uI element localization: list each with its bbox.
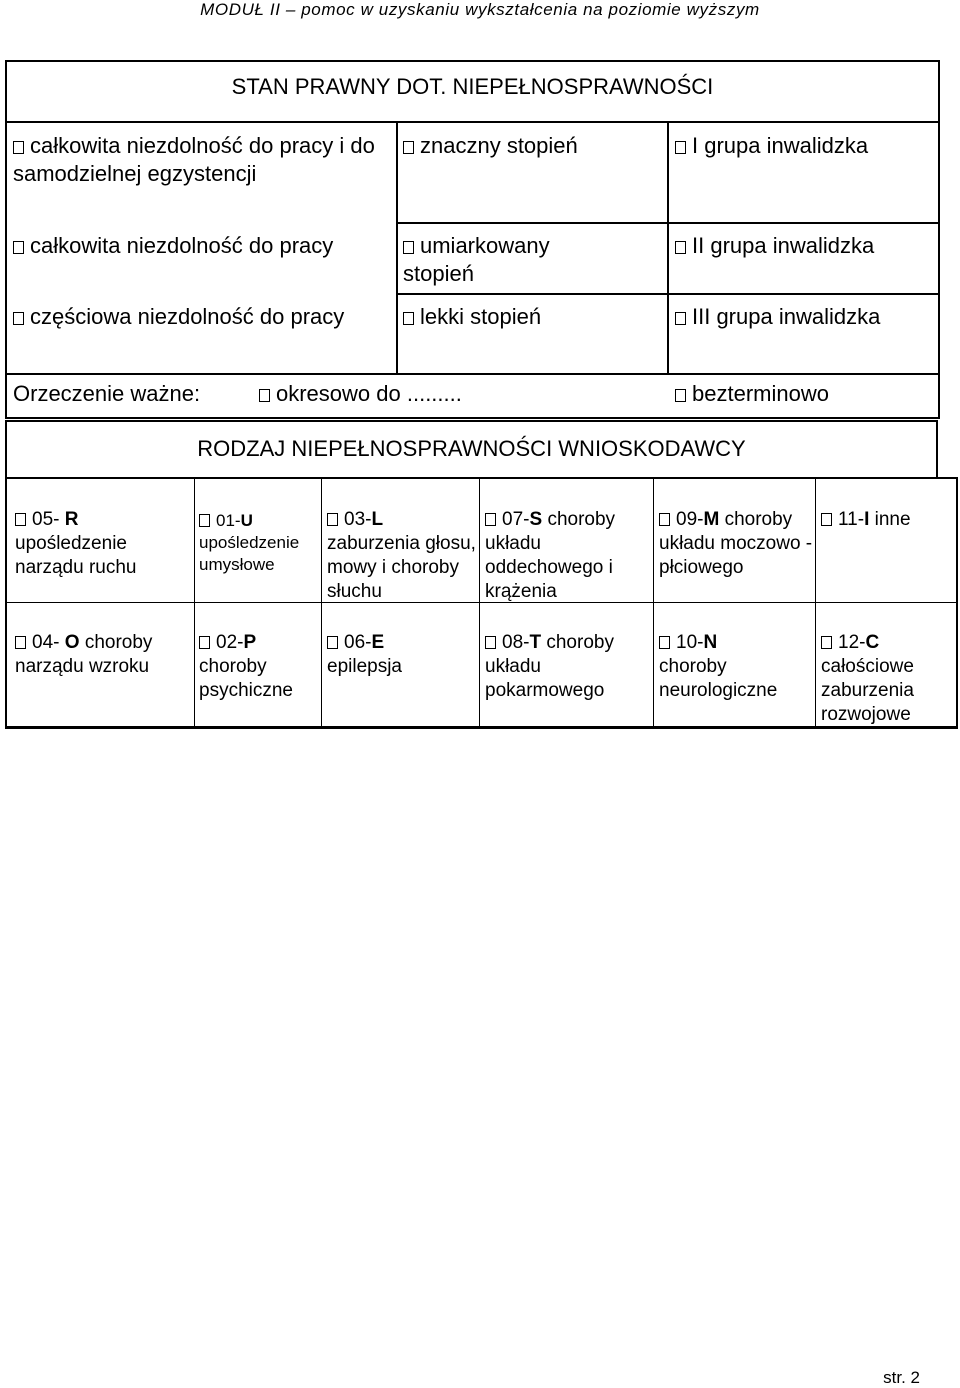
disability-option-03-l[interactable]: 03-L zaburzenia głosu, mowy i choroby słuchu [327, 509, 476, 602]
checkbox-icon[interactable] [675, 389, 686, 402]
checkbox-icon[interactable] [659, 636, 670, 649]
disability-option-12-c[interactable]: 12-C całościowe zaburzenia rozwojowe [821, 632, 914, 725]
disability-option-11-i[interactable]: 11-I inne [821, 508, 955, 532]
option-mild-degree[interactable]: lekki stopień [403, 303, 663, 331]
option-total-incapacity[interactable]: całkowita niezdolność do pracy [13, 232, 393, 260]
option-partial-incapacity[interactable]: częściowa niezdolność do pracy [13, 303, 393, 331]
checkbox-icon[interactable] [13, 312, 24, 325]
disability-option-09-m[interactable]: 09-M choroby układu moczowo - płciowego [659, 509, 813, 578]
disability-option-10-n[interactable]: 10-N choroby neurologiczne [659, 632, 778, 701]
checkbox-icon[interactable] [675, 312, 686, 325]
disability-type-grid [5, 477, 958, 729]
page-number: str. 2 [883, 1368, 920, 1387]
checkbox-icon[interactable] [821, 636, 832, 649]
checkbox-icon[interactable] [199, 636, 210, 649]
option-moderate-degree[interactable]: umiarkowany stopień [403, 233, 550, 286]
checkbox-icon[interactable] [659, 513, 670, 526]
legal-status-title: STAN PRAWNY DOT. NIEPEŁNOSPRAWNOŚCI [231, 74, 714, 99]
option-significant-degree[interactable]: znaczny stopień [403, 132, 663, 160]
option-validity-indefinite[interactable]: bezterminowo [675, 380, 829, 408]
checkbox-icon[interactable] [675, 241, 686, 254]
checkbox-icon[interactable] [403, 141, 414, 154]
checkbox-icon[interactable] [13, 241, 24, 254]
checkbox-icon[interactable] [13, 141, 24, 154]
disability-type-header [5, 420, 938, 478]
disability-option-04-o[interactable]: 04- O choroby narządu wzroku [15, 632, 153, 677]
checkbox-icon[interactable] [403, 312, 414, 325]
checkbox-icon[interactable] [403, 241, 414, 254]
page-header: MODUŁ II – pomoc w uzyskaniu wykształcenia na poziomie wyższym [200, 0, 760, 19]
disability-option-02-p[interactable]: 02-P choroby psychiczne [199, 632, 293, 701]
checkbox-icon[interactable] [675, 141, 686, 154]
legal-status-table [5, 60, 940, 419]
checkbox-icon[interactable] [327, 513, 338, 526]
option-group-2[interactable]: II grupa inwalidzka [675, 232, 940, 260]
disability-type-title: RODZAJ NIEPEŁNOSPRAWNOŚCI WNIOSKODAWCY [197, 436, 746, 461]
disability-option-01-u[interactable]: 01-U upośledzenie umysłowe [199, 511, 300, 574]
checkbox-icon[interactable] [327, 636, 338, 649]
disability-option-08-t[interactable]: 08-T choroby układu pokarmowego [485, 632, 614, 701]
checkbox-icon[interactable] [199, 514, 210, 527]
checkbox-icon[interactable] [485, 513, 496, 526]
option-validity-periodic[interactable]: okresowo do ......... [259, 380, 462, 408]
disability-option-06-e[interactable]: 06-E epilepsja [327, 632, 402, 677]
disability-option-07-s[interactable]: 07-S choroby układu oddechowego i krążenia [485, 509, 616, 602]
checkbox-icon[interactable] [15, 636, 26, 649]
validity-label: Orzeczenie ważne: [13, 381, 201, 406]
option-group-1[interactable]: I grupa inwalidzka [675, 132, 940, 160]
checkbox-icon[interactable] [259, 389, 270, 402]
checkbox-icon[interactable] [485, 636, 496, 649]
checkbox-icon[interactable] [15, 513, 26, 526]
checkbox-icon[interactable] [821, 513, 832, 526]
disability-option-05-r[interactable]: 05- R upośledzenie narządu ruchu [15, 509, 137, 578]
option-total-incapacity-independent[interactable]: całkowita niezdolność do pracy i do samodzielnej egzystencji [13, 133, 375, 186]
option-group-3[interactable]: III grupa inwalidzka [675, 303, 940, 331]
